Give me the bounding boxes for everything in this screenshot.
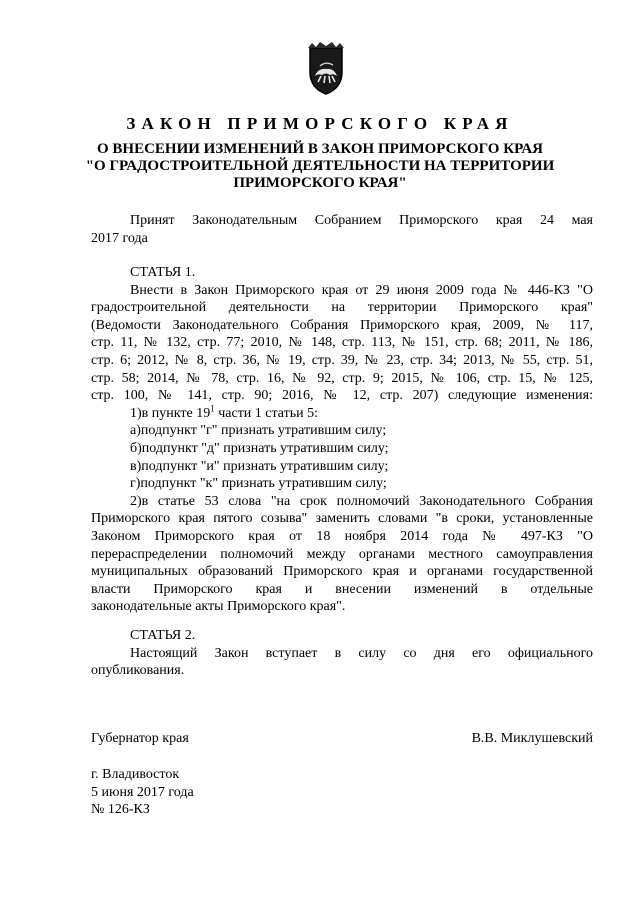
item-1 (91, 405, 593, 423)
signatory-name: В.В. Миклушевский (471, 731, 593, 746)
adoption-paragraph (91, 212, 593, 247)
subitem: г)подпункт "к" признать утратившим силу; (130, 476, 387, 492)
coat-of-arms-emblem (304, 42, 348, 96)
footer-city: г. Владивосток (91, 767, 180, 782)
signatory-position: Губернатор края (91, 731, 189, 746)
article-1-line: (Ведомости Законодательного Собрания Приморского края, 2009, № 117, (91, 317, 593, 333)
item-2-line: Законом Приморского края от 18 ноября 2014 года № 497-КЗ "О (91, 528, 593, 544)
subitem: в)подпункт "и" признать утратившим силу; (130, 458, 389, 474)
item-2-line: 2)в статье 53 слова "на срок полномочий Законодательного Собрания (130, 493, 593, 509)
article-1-heading: СТАТЬЯ 1. (130, 265, 196, 280)
subitem: а)подпункт "г" признать утратившим силу; (130, 423, 387, 439)
item-2-line: перераспределении полномочий между органами местного самоуправления (91, 546, 593, 562)
item-2-line: муниципальных образований Приморского края и органами государственной (91, 564, 593, 580)
article-2-heading: СТАТЬЯ 2. (130, 628, 196, 643)
article-2-line: Настоящий Закон вступает в силу со дня его официального (130, 645, 593, 661)
item-2-line: Приморского края пятого созыва" заменить словами "в сроки, установленные (91, 511, 593, 527)
article-2-line: опубликования. (91, 663, 185, 679)
item-1-text: части 1 статьи 5: (214, 405, 319, 421)
item-2-line: законодательные акты Приморского края". (91, 599, 346, 615)
item-1-superscript: 1 (210, 403, 215, 414)
article-1-line: градостроительной деятельности на территории Приморского края" (91, 300, 593, 316)
subitem: б)подпункт "д" признать утратившим силу; (130, 440, 389, 456)
footer-date: 5 июня 2017 года (91, 784, 194, 800)
document-footer (91, 766, 593, 819)
article-1-line: стр. 100, № 141, стр. 90; 2016, № 12, стр. 207) следующие изменения: (91, 388, 593, 404)
article-1-line: стр. 6; 2012, № 8, стр. 36, № 19, стр. 39, № 23, стр. 34; 2013, № 55, стр. 51, (91, 352, 593, 368)
subtitle-line: О ВНЕСЕНИИ ИЗМЕНЕНИЙ В ЗАКОН ПРИМОРСКОГО КРАЯ (97, 141, 543, 157)
law-title: ЗАКОН ПРИМОРСКОГО КРАЯ (126, 114, 514, 133)
adoption-line: 2017 года (91, 230, 148, 246)
adoption-line: Принят Законодательным Собранием Приморского края 24 мая (130, 213, 593, 228)
article-2 (91, 627, 593, 680)
subtitle-line: ПРИМОРСКОГО КРАЯ" (233, 175, 407, 191)
article-1 (91, 264, 593, 616)
law-subtitle (80, 141, 560, 192)
article-1-line: Внести в Закон Приморского края от 29 июня 2009 года № 446-КЗ "О (130, 282, 593, 298)
item-1-text: 1)в пункте 19 (130, 405, 211, 421)
article-1-line: стр. 11, № 132, стр. 77; 2010, № 148, стр. 113, № 151, стр. 68; 2011, № 186, (91, 335, 593, 351)
subtitle-line: "О ГРАДОСТРОИТЕЛЬНОЙ ДЕЯТЕЛЬНОСТИ НА ТЕРРИТОРИИ (85, 158, 555, 174)
article-1-line: стр. 58; 2014, № 78, стр. 16, № 92, стр. 9; 2015, № 106, стр. 15, № 125, (91, 370, 593, 386)
footer-number: № 126-КЗ (91, 802, 150, 818)
item-2-line: власти Приморского края и внесении изменений в отдельные (91, 581, 593, 597)
